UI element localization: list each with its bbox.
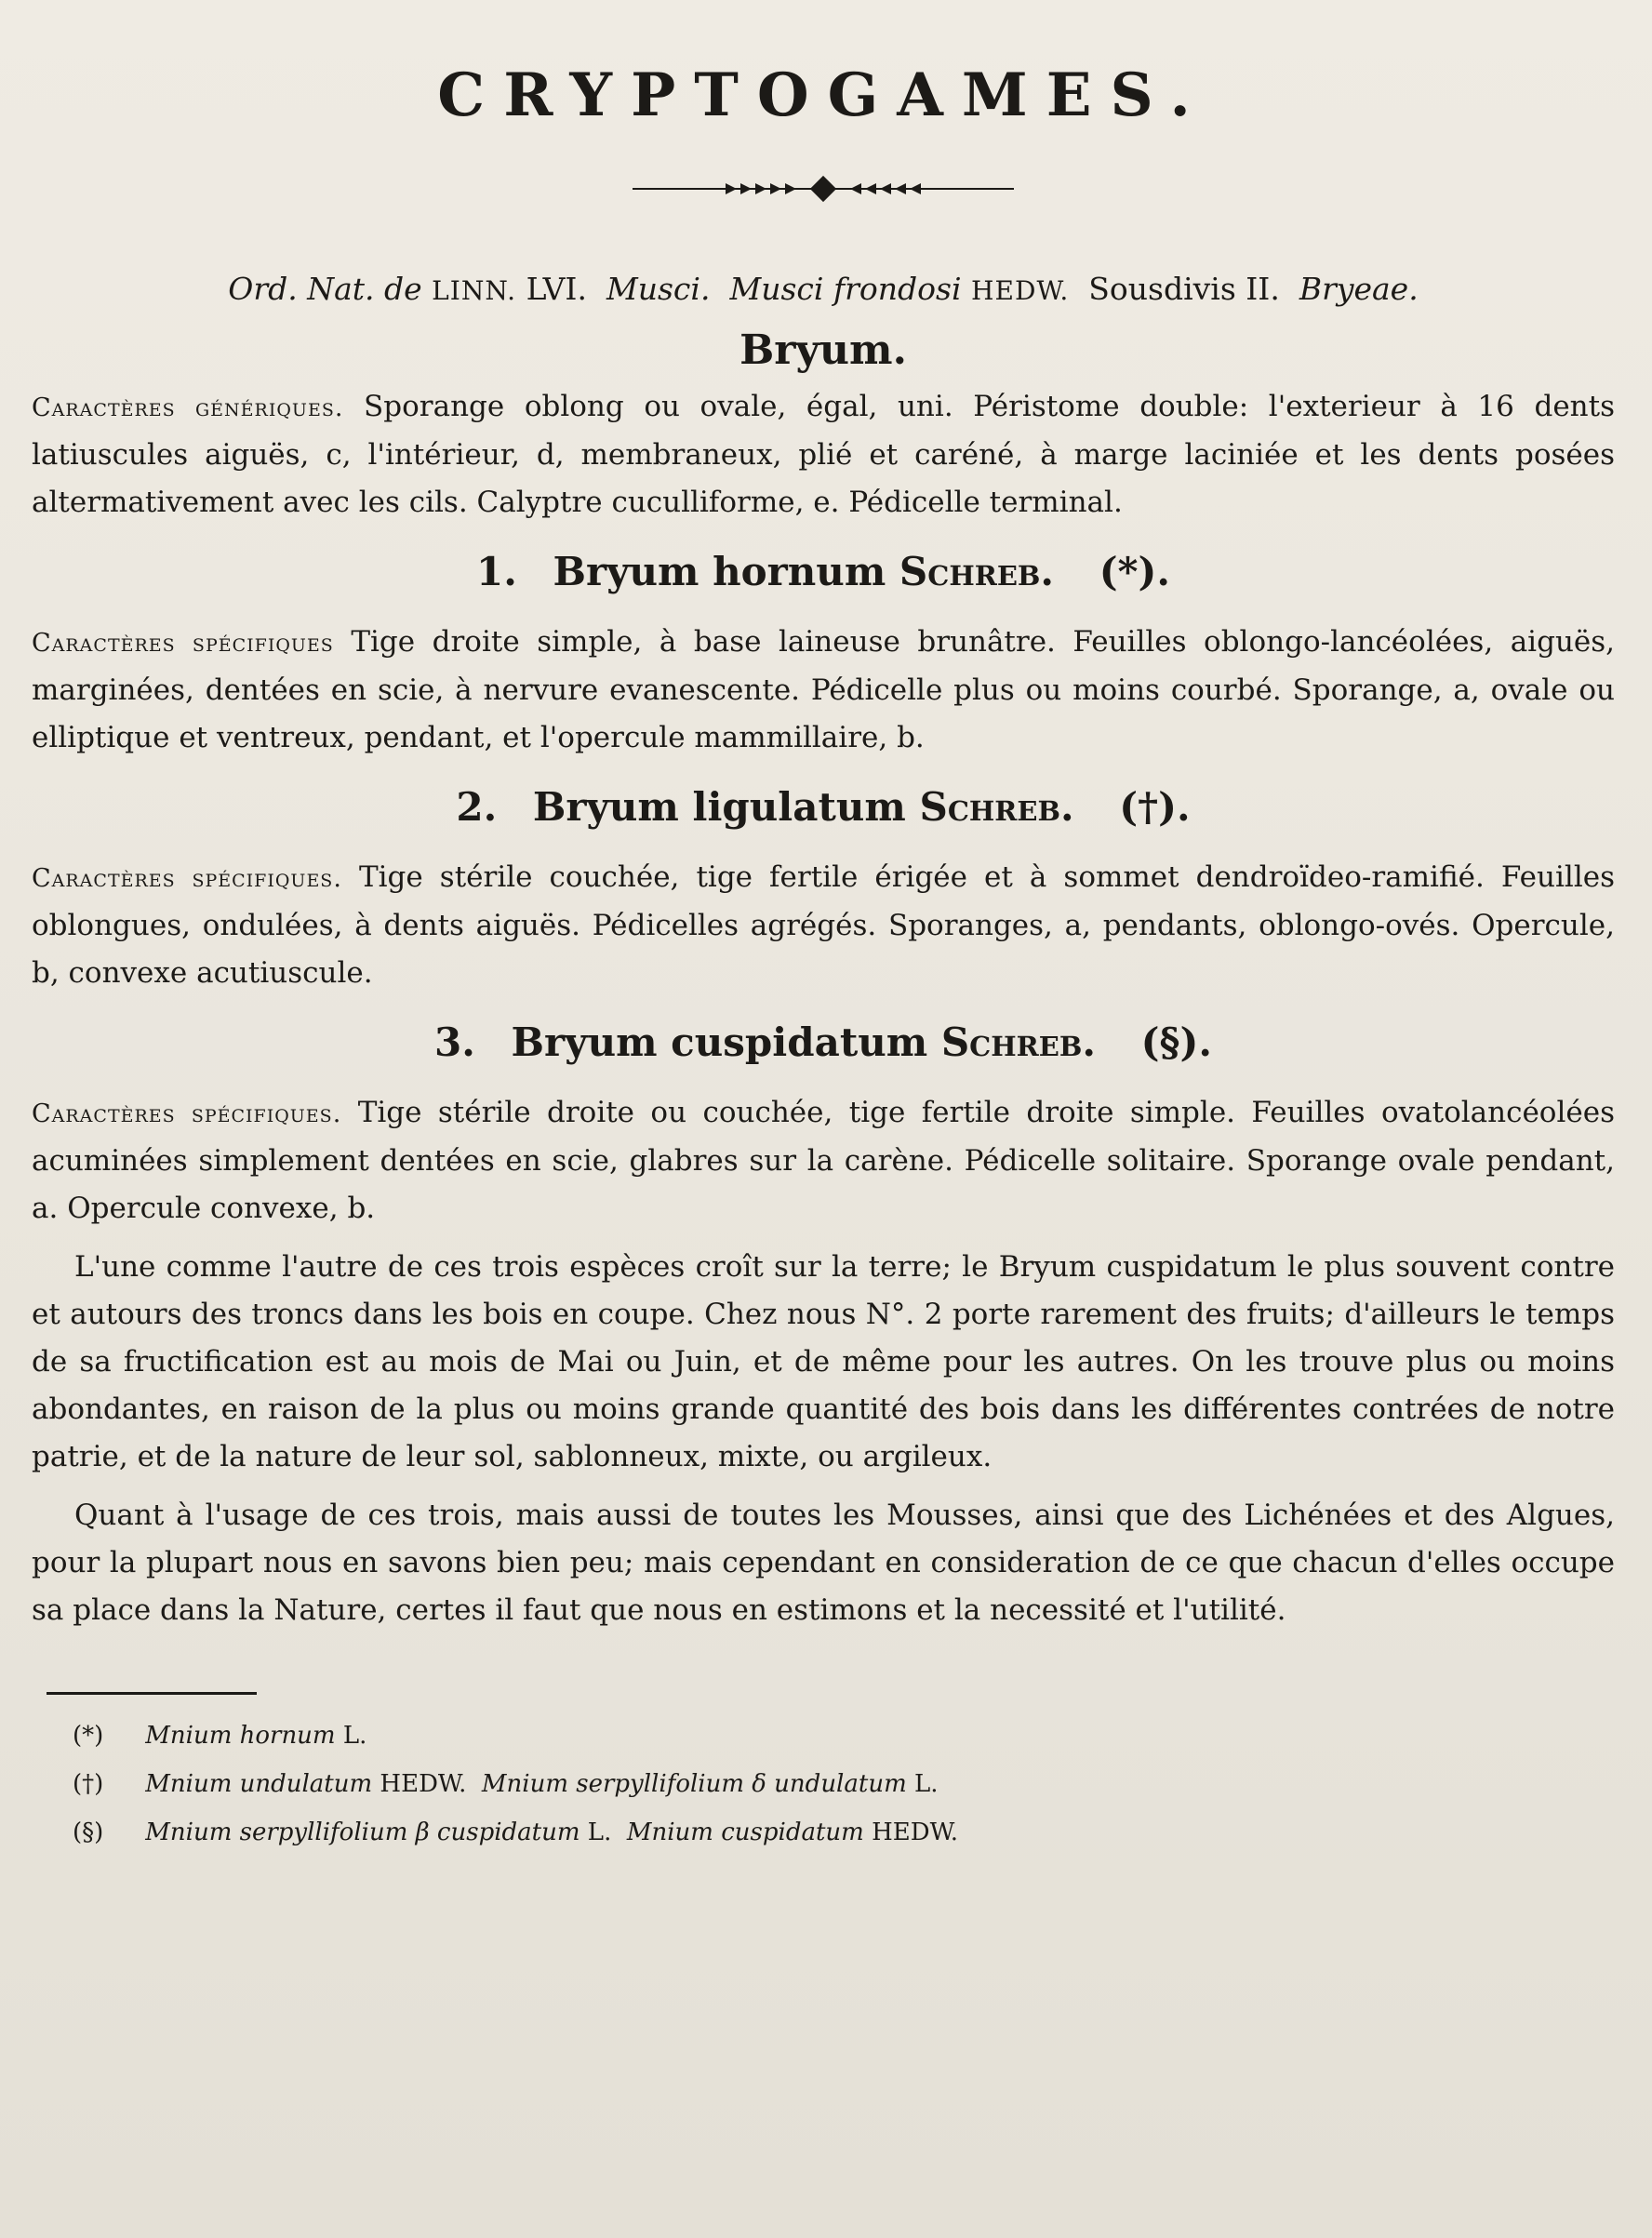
flourish-divider-icon bbox=[633, 175, 1014, 203]
classification-musci-frondosi: Musci frondosi bbox=[729, 271, 962, 308]
footnote-text-secondary: Mnium cuspidatum bbox=[626, 1818, 864, 1847]
species-text: Tige stérile couchée, tige fertile érigée et à sommet dendroïdeo-ramifié. Feuilles oblongues, ondulées, à dents aiguës. Pédicelles agrégés. Sporanges, a, pendants, oblongo-ovés. Opercule, b, convexe acutiuscule. bbox=[32, 860, 1615, 991]
footnote-text-secondary: Mnium serpyllifolium δ undulatum bbox=[481, 1770, 907, 1799]
species-description-2 bbox=[32, 854, 1615, 997]
species-number: 3. bbox=[434, 1019, 475, 1066]
species-number: 2. bbox=[456, 784, 498, 831]
species-author: Schreb. bbox=[919, 784, 1074, 831]
footnote-symbol: (§) bbox=[73, 1818, 104, 1847]
footnote-text: Mnium hornum bbox=[145, 1722, 336, 1751]
species-author: Schreb. bbox=[940, 1019, 1096, 1066]
usage-paragraph: Quant à l'usage de ces trois, mais aussi de toutes les Mousses, ainsi que des Lichénées et des Algues, pour la plupart nous en savons bien peu; mais cependant en consideration de ce que chacun d'elles occupe sa place dans la Nature, certes il faut que nous en estimons et la necessité et l'utilité. bbox=[32, 1499, 1615, 1628]
footnote-text: Mnium serpyllifolium β cuspidatum bbox=[145, 1818, 580, 1847]
classification-hedw: HEDW. bbox=[971, 275, 1070, 307]
footnote-separator bbox=[47, 1692, 257, 1695]
footnote-2 bbox=[73, 1760, 1615, 1808]
genus-text: Sporange oblong ou ovale, égal, uni. Péristome double: l'exterieur à 16 dents latiuscules aiguës, c, l'intérieur, d, membraneux, plié et caréné, à marge laciniée et les dents posées altermativement avec les cils. Calyptre cuculliforme, e. Pédicelle terminal. bbox=[32, 390, 1615, 520]
classification-bryeae: Bryeae. bbox=[1299, 271, 1419, 308]
species-footnote-mark: (§). bbox=[1140, 1019, 1212, 1066]
species-heading-2 bbox=[32, 784, 1615, 830]
footnote-author-secondary: L. bbox=[914, 1770, 939, 1799]
classification-musci: Musci. bbox=[606, 271, 711, 308]
classification-line bbox=[32, 270, 1615, 310]
species-text: Tige stérile droite ou couchée, tige fertile droite simple. Feuilles ovatolancéolées acuminées simplement dentées en scie, glabres sur la carène. Pédicelle solitaire. Sporange ovale pendant, a. Opercule convexe, b. bbox=[32, 1096, 1615, 1226]
species-name: Bryum cuspidatum bbox=[511, 1019, 928, 1066]
species-heading-3 bbox=[32, 1019, 1615, 1065]
species-lead: Caractères spécifiques. bbox=[32, 864, 342, 894]
page-title: CRYPTOGAMES. bbox=[437, 60, 1209, 130]
species-name: Bryum ligulatum bbox=[532, 784, 906, 831]
species-lead: Caractères spécifiques bbox=[32, 629, 334, 659]
species-author: Schreb. bbox=[899, 549, 1055, 595]
footnote-author: L. bbox=[587, 1818, 612, 1847]
footnote-symbol: (*) bbox=[73, 1722, 104, 1751]
footnote-text: Mnium undulatum bbox=[145, 1770, 373, 1799]
species-description-1 bbox=[32, 619, 1615, 762]
footnote-3 bbox=[73, 1808, 1615, 1857]
footnote-1 bbox=[73, 1712, 1615, 1760]
species-lead: Caractères spécifiques. bbox=[32, 1099, 342, 1129]
genus-description bbox=[32, 383, 1615, 526]
species-footnote-mark: (*). bbox=[1099, 549, 1171, 595]
species-text: Tige droite simple, à base laineuse brunâtre. Feuilles oblongo-lancéolées, aiguës, marginées, dentées en scie, à nervure evanescente. Pédicelle plus ou moins courbé. Sporange, a, ovale ou elliptique et ventreux, pendant, et l'opercule mammillaire, b. bbox=[32, 625, 1616, 755]
species-heading-1 bbox=[32, 549, 1615, 594]
species-footnote-mark: (†). bbox=[1119, 784, 1191, 831]
footnote-author: L. bbox=[342, 1722, 367, 1751]
classification-order: Ord. Nat. de bbox=[228, 271, 422, 308]
classification-sousdivis: Sousdivis II. bbox=[1088, 271, 1280, 308]
genus-lead: Caractères génériques. bbox=[32, 393, 344, 423]
genus-heading: Bryum. bbox=[739, 326, 907, 375]
footnote-author: HEDW. bbox=[380, 1770, 467, 1799]
classification-number: LVI. bbox=[526, 271, 587, 308]
footnote-symbol: (†) bbox=[73, 1770, 104, 1799]
species-number: 1. bbox=[475, 549, 517, 595]
classification-linn: LINN. bbox=[432, 275, 517, 307]
species-name: Bryum hornum bbox=[553, 549, 886, 595]
species-description-3 bbox=[32, 1089, 1615, 1232]
habitat-paragraph: L'une comme l'autre de ces trois espèces croît sur la terre; le Bryum cuspidatum le plus souvent contre et autours des troncs dans les bois en coupe. Chez nous N°. 2 porte rarement des fruits; d'ailleurs le temps de sa fructification est au mois de Mai ou Juin, et de même pour les autres. On les trouve plus ou moins abondantes, en raison de la plus ou moins grande quantité des bois dans les différentes contrées de notre patrie, et de la nature de leur sol, sablonneux, mixte, ou argileux. bbox=[32, 1250, 1615, 1474]
footnote-author-secondary: HEDW. bbox=[872, 1818, 959, 1847]
